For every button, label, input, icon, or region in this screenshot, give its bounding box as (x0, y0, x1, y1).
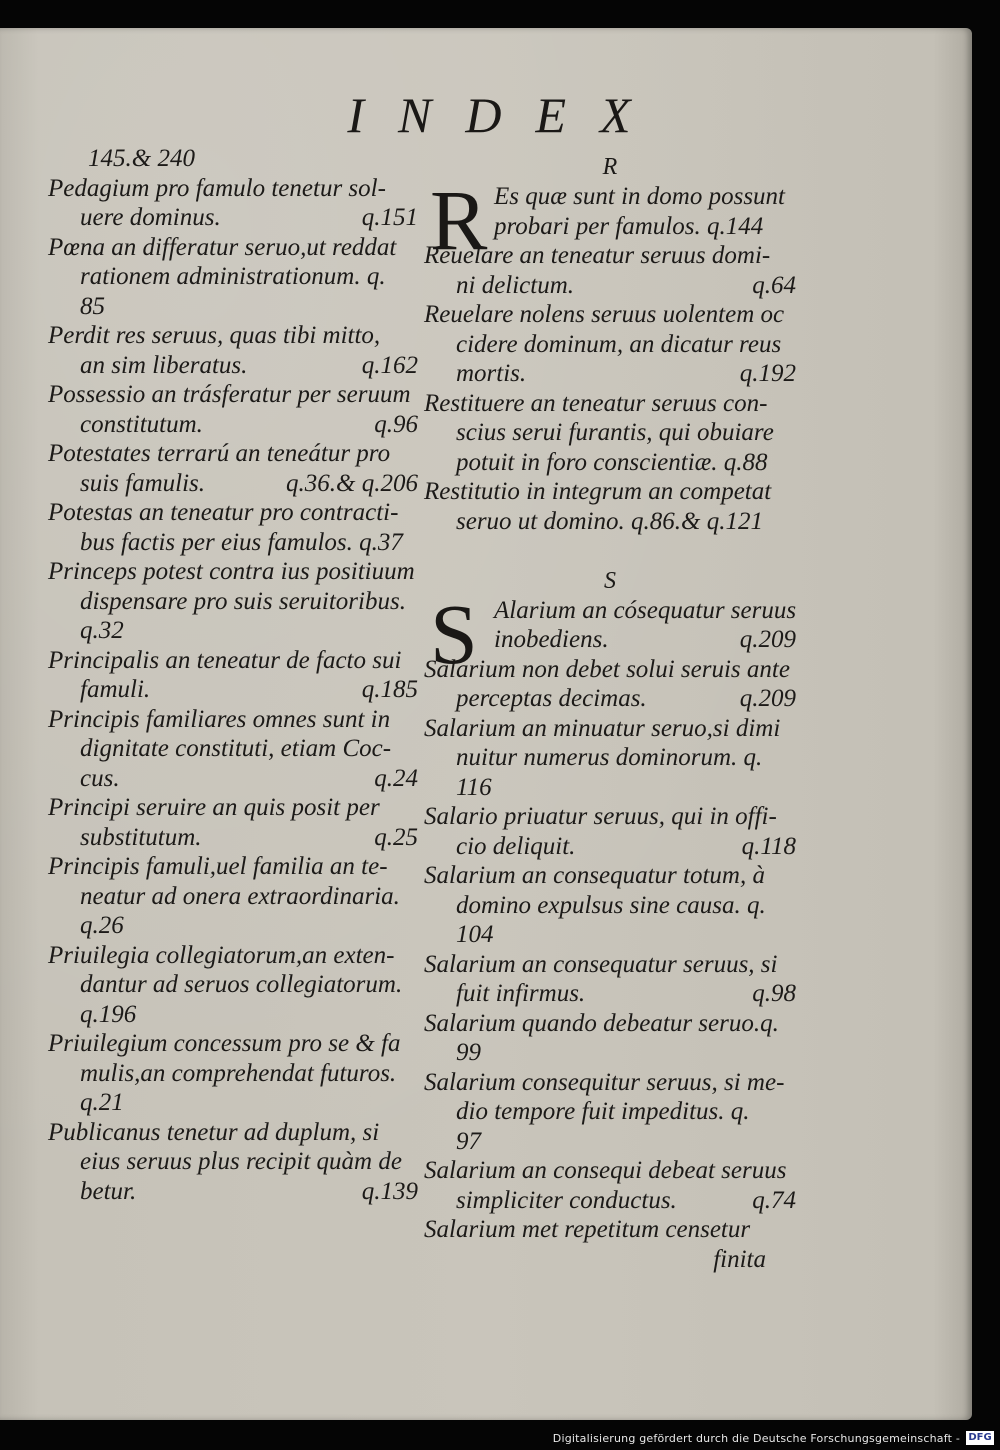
index-entry (48, 646, 418, 705)
entry-line: dispensare pro suis seruitoribus. (80, 587, 406, 615)
entry-line: Reuelare nolens seruus uolentem oc (424, 301, 785, 328)
entry-line: domino expulsus sine causa. q. (456, 891, 766, 919)
footer-credit: Digitalisierung gefördert durch die Deutsche Forschungsgemeinschaft - (552, 1432, 960, 1445)
index-entry (48, 1029, 418, 1118)
index-entry (48, 380, 418, 439)
entry-line: perceptas decimas. q.209 (456, 685, 796, 712)
index-entry (48, 233, 418, 322)
index-entry (48, 557, 418, 646)
entry-line: uere dominus. q.151 (80, 204, 418, 231)
entry-line: 145.& 240 (88, 145, 195, 172)
entry-line: constitutum. q.96 (80, 410, 418, 438)
entry-line: Salarium met repetitum censetur (424, 1216, 751, 1243)
entry-line: substitutum. q.25 (80, 823, 418, 851)
index-entry (424, 1156, 796, 1215)
entry-line: 85 (80, 292, 105, 320)
entry-line: Restitutio in integrum an competat (424, 478, 772, 505)
entry-line: Salarium non debet solui seruis ante (424, 655, 790, 683)
entry-line: 116 (456, 773, 492, 801)
index-entry (48, 705, 418, 794)
drop-cap: R (430, 172, 488, 268)
entry-line: bus factis per eius famulos. q.37 (80, 528, 403, 556)
entry-line: 97 (456, 1127, 481, 1155)
section-letter-r: R (602, 154, 618, 180)
entry-line: ni delictum. q.64 (456, 271, 796, 299)
entry-line: neatur ad onera extraordinaria. (80, 882, 400, 910)
entry-line: Perdit res seruus, quas tibi mitto, (48, 322, 381, 349)
index-entry (48, 793, 418, 852)
entry-line: Salarium quando debeatur seruo.q. (424, 1009, 779, 1037)
entry-reference: q.98 (752, 980, 796, 1007)
entry-reference: q.209 (739, 626, 796, 653)
entry-line: q.21 (80, 1089, 124, 1116)
entry-line: Restituere an teneatur seruus con- (424, 389, 768, 417)
entry-reference: q.151 (361, 204, 418, 231)
index-entry (424, 1009, 796, 1068)
entry-line: Salarium an consequatur totum, à (424, 862, 765, 889)
entry-reference: q.96 (374, 410, 418, 438)
index-entry (424, 655, 796, 714)
entry-line: Reuelare an teneatur seruus domi- (424, 242, 771, 269)
index-entry (48, 1118, 418, 1207)
index-entry (424, 389, 796, 478)
entry-line: Possessio an trásferatur per seruum (48, 381, 411, 408)
entry-line: q.196 (80, 1000, 137, 1028)
left-column (48, 144, 418, 1206)
entry-line: cus. q.24 (80, 764, 418, 792)
index-entry (424, 1068, 796, 1157)
entry-line: Potestas an teneatur pro contracti- (48, 499, 399, 526)
entry-line: Salario priuatur seruus, qui in offi- (424, 803, 777, 830)
entry-line: Principi seruire an quis posit per (48, 794, 380, 821)
entry-reference: q.185 (361, 676, 418, 703)
drop-cap: S (430, 585, 478, 682)
running-head: INDEX (347, 87, 665, 143)
entry-line: fuit infirmus. q.98 (456, 980, 796, 1007)
entry-line: Es quæ sunt in domo possunt (494, 183, 786, 210)
entry-line: Priuilegia collegiatorum,an exten- (48, 941, 395, 969)
entry-reference: q.209 (739, 685, 796, 712)
entry-line: dio tempore fuit impeditus. q. (456, 1098, 750, 1125)
index-entry (424, 950, 796, 1009)
entry-reference: q.25 (374, 823, 418, 851)
entry-line: Salarium an minuatur seruo,si dimi (424, 714, 781, 742)
entry-line: Potestates terrarú an teneátur pro (48, 440, 391, 467)
section-letter-s: S (604, 567, 616, 594)
entry-line: mulis,an comprehendat futuros. (80, 1059, 397, 1087)
entry-reference: q.74 (752, 1186, 796, 1214)
entry-line: Princeps potest contra ius positiuum (48, 558, 415, 585)
entry-line: q.32 (80, 617, 124, 644)
index-entry (48, 174, 418, 233)
entry-line: Salarium an consequi debeat seruus (424, 1157, 787, 1184)
index-entry (48, 321, 418, 380)
entry-line: dignitate constituti, etiam Coc- (80, 735, 392, 762)
entry-line: suis famulis. q.36.& q.206 (80, 469, 418, 497)
entry-line: inobediens. q.209 (494, 626, 796, 653)
entry-line: Salarium consequitur seruus, si me- (424, 1068, 785, 1096)
entry-line: Principis familiares omnes sunt in (48, 705, 391, 733)
entry-line: Publicanus tenetur ad duplum, si (48, 1118, 380, 1146)
entry-line: q.26 (80, 912, 124, 939)
entry-line: 104 (456, 921, 494, 948)
entry-reference: q.24 (374, 764, 418, 792)
entry-line: betur. q.139 (80, 1177, 418, 1205)
entry-line: Priuilegium concessum pro se & fa (48, 1030, 401, 1057)
footer-bar (0, 1428, 1000, 1450)
entry-line: probari per famulos. q.144 (494, 212, 764, 240)
entry-line: eius seruus plus recipit quàm de (80, 1148, 402, 1175)
entry-line: simpliciter conductus. q.74 (456, 1186, 796, 1214)
index-entry (48, 498, 418, 557)
dfg-logo: DFG (966, 1431, 994, 1445)
entry-line: 99 (456, 1039, 481, 1066)
index-entry (424, 714, 796, 803)
index-entry (424, 861, 796, 950)
right-column (424, 152, 796, 1274)
entry-line: Salarium an consequatur seruus, si (424, 950, 778, 978)
entry-reference: q.162 (361, 351, 418, 379)
entry-line: nuitur numerus dominorum. q. (456, 744, 763, 771)
index-entry (48, 852, 418, 941)
entry-reference: q.118 (741, 832, 796, 860)
index-entry (424, 300, 796, 389)
entry-reference: q.139 (361, 1177, 418, 1205)
entry-line: scius serui furantis, qui obuiare (456, 419, 774, 446)
index-entry (48, 144, 418, 174)
index-entry (48, 439, 418, 498)
entry-line: rationem administrationum. q. (80, 263, 386, 290)
entry-reference: q.36.& q.206 (286, 469, 418, 497)
index-entry (424, 802, 796, 861)
section-spacer (424, 536, 796, 566)
entry-line: seruo ut domino. q.86.& q.121 (456, 507, 763, 535)
index-entry (424, 477, 796, 536)
entry-line: potuit in foro conscientiæ. q.88 (456, 448, 768, 476)
entry-line: famuli. q.185 (80, 676, 418, 703)
entry-line: Principalis an teneatur de facto sui (48, 646, 402, 674)
catchword: finita (713, 1245, 766, 1273)
book-page (0, 28, 972, 1420)
index-entry (48, 941, 418, 1030)
entry-reference: q.64 (752, 271, 796, 299)
entry-line: dantur ad seruos collegiatorum. (80, 971, 403, 998)
entry-line: Alarium an cósequatur seruus (494, 596, 797, 624)
entry-line: Pedagium pro famulo tenetur sol- (48, 174, 386, 202)
entry-line: cidere dominum, an dicatur reus (456, 330, 782, 358)
index-entry (424, 1215, 796, 1245)
entry-line: mortis. q.192 (456, 360, 796, 387)
entry-line: Pœna an differatur seruo,ut reddat (48, 233, 397, 261)
entry-reference: q.192 (739, 360, 796, 387)
entry-line: Principis famuli,uel familia an te- (48, 853, 388, 880)
entry-line: an sim liberatus. q.162 (80, 351, 418, 379)
entry-line: cio deliquit. q.118 (456, 832, 796, 860)
